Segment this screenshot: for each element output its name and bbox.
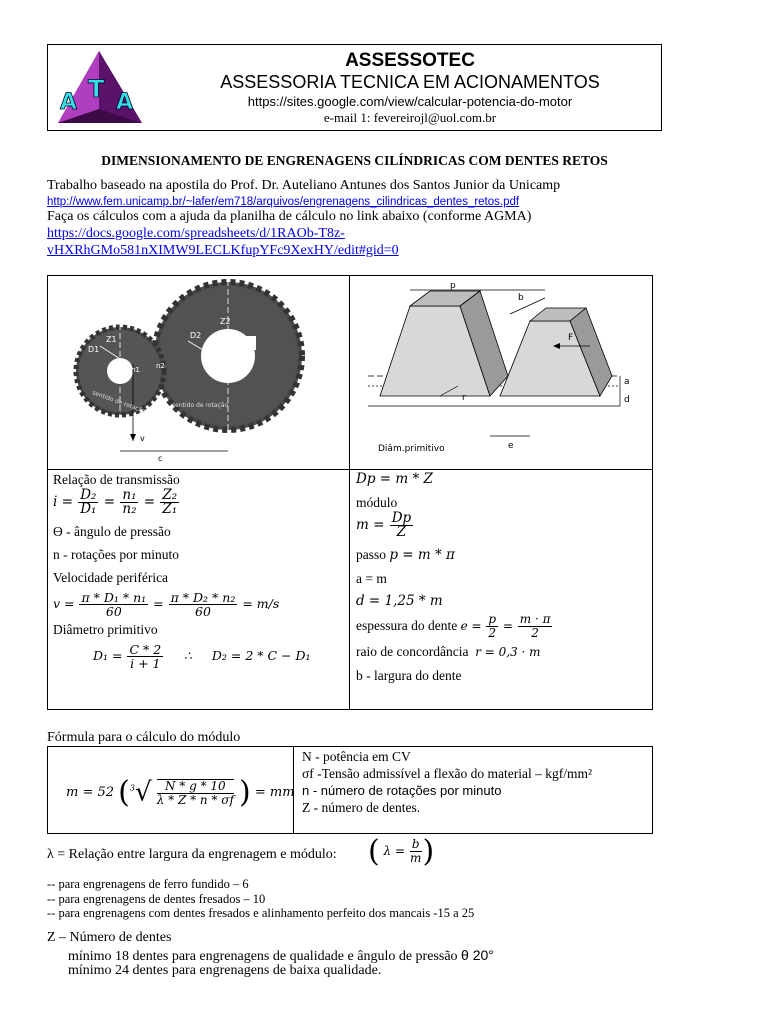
label-c: c	[158, 454, 163, 463]
apostila-link[interactable]: http://www.fem.unicamp.br/~lafer/em718/arquivos/engrenagens_cilindricas_dentes_retos.pdf	[47, 196, 520, 208]
lambda-item-1: -- para engrenagens de ferro fundido – 6	[47, 877, 249, 891]
relacao-formula: i = $\frac{\text{D₂}}{\text{D₁}}$ = $\frac{\text{n₁}}{\text{n₂}}$ = $\frac{\text{Z₂}}{\text{Z₁}}$	[53, 487, 178, 517]
spreadsheet-link-part1[interactable]: https://docs.google.com/spreadsheets/d/1RAOb-T8z-	[47, 226, 345, 241]
diametro-label: Diâmetro primitivo	[53, 622, 158, 637]
label-r: r	[462, 393, 466, 403]
label-e: e	[508, 441, 514, 451]
tooth-figure-cell	[350, 276, 653, 470]
passo-row	[356, 547, 652, 563]
label-rotation-small: sentido de rotação	[91, 389, 147, 416]
diametro-formula: D₁ = $\frac{C * 2}{i + 1}$ ∴ D₂ = 2 * C − D₁	[93, 642, 311, 671]
theta-label: ϴ - ângulo de pressão	[53, 524, 171, 539]
gears-figure-cell	[48, 276, 350, 470]
lambda-text: λ = Relação entre largura da engrenagem e módulo:	[47, 847, 337, 862]
theta-20: θ 20°	[461, 947, 494, 963]
z-min24: mínimo 24 dentes para engrenagens de baixa qualidade.	[68, 963, 382, 978]
label-z1: Z1	[106, 335, 117, 344]
modulo-formula: m = $\frac{Dp}{Z}$	[356, 510, 412, 540]
label-a: a	[624, 377, 630, 387]
lambda-item-2: -- para engrenagens de dentes fresados – 10	[47, 891, 266, 906]
relacao-label: Relação de transmissão	[53, 472, 180, 487]
formulas-table	[47, 275, 653, 710]
label-v: v	[140, 434, 145, 443]
intro-line-1: Trabalho baseado na apostila do Prof. Dr. Auteliano Antunes dos Santos Junior da Unicamp	[47, 178, 561, 193]
company-url[interactable]: https://sites.google.com/view/calcular-potencia-do-motor	[247, 94, 573, 109]
label-d2: D2	[190, 331, 202, 340]
gear-pair-diagram	[48, 276, 348, 464]
intro-line-2: Faça os cálculos com a ajuda da planilha de cálculo no link abaixo (conforme AGMA)	[47, 209, 532, 224]
n-cv-label: N - potência em CV	[302, 749, 411, 764]
svg-text:T: T	[88, 75, 105, 103]
raio-row	[356, 644, 652, 660]
velocidade-label: Velocidade periférica	[53, 570, 169, 585]
company-title: ASSESSOTEC	[345, 50, 475, 71]
company-email[interactable]: e-mail 1: fevereirojl@uol.com.br	[323, 110, 497, 125]
module-formula-box	[47, 746, 653, 834]
espessura-row: espessura do dente e = $\frac{p}{2}$ = $\frac{m \cdot \pi}{2}$	[356, 612, 551, 640]
formula-section-title: Fórmula para o cálculo do módulo	[47, 730, 241, 745]
svg-text:A: A	[60, 90, 78, 115]
passo-formula: p = m * π	[389, 547, 455, 563]
raio-label: raio de concordância	[356, 644, 469, 659]
lambda-formula: ( λ = $\frac{b}{m}$ )	[368, 834, 435, 869]
modulo-label: módulo	[356, 495, 398, 510]
company-subtitle: ASSESSORIA TECNICA EM ACIONAMENTOS	[220, 72, 600, 92]
svg-text:A: A	[116, 90, 134, 115]
largura-label: b - largura do dente	[356, 668, 462, 683]
sigma-label: σf -Tensão admissível a flexão do material – kgf/mm²	[302, 766, 593, 781]
z-label: Z - número de dentes.	[302, 800, 421, 815]
label-n1: n1	[131, 366, 140, 374]
z-min18: mínimo 18 dentes para engrenagens de qualidade e ângulo de pressão	[68, 949, 458, 964]
dp-formula: Dp = m * Z	[356, 471, 433, 487]
document-title: DIMENSIONAMENTO DE ENGRENAGENS CILÍNDRICAS COM DENTES RETOS	[101, 153, 608, 168]
passo-label: passo	[356, 547, 386, 562]
label-b: b	[518, 293, 524, 303]
n-rot-label: n - rotações por minuto	[53, 547, 179, 562]
label-p: p	[450, 281, 456, 291]
module-formula: m = 52 ($^3$√ $\frac{N * g * 10}{\lambda * Z * n * \sigma f}$ ) = mm	[66, 775, 295, 810]
formulas-right-cell	[350, 470, 653, 710]
label-n2: n2	[156, 362, 165, 370]
a-formula: a = m	[356, 571, 387, 586]
label-d: d	[624, 395, 630, 405]
assessotec-logo	[52, 47, 147, 127]
label-d1: D1	[88, 345, 100, 354]
espessura-label: espessura do dente	[356, 618, 458, 633]
velocidade-unit: = m/s	[242, 596, 280, 611]
n-rpm-label: n - número de rotações por minuto	[302, 783, 502, 798]
z-section-title: Z – Número de dentes	[47, 930, 172, 945]
label-diam-primitivo: Diâm.primitivo	[378, 444, 445, 454]
spreadsheet-link-part2[interactable]: vHXRhGMo581nXIMW9LECLKfupYFc9XexHY/edit#gid=0	[47, 243, 399, 258]
formulas-left-cell	[48, 470, 350, 710]
d-formula: d = 1,25 * m	[356, 593, 443, 609]
tooth-profile-diagram	[350, 276, 652, 464]
velocidade-formula: v = $\frac{\text{π * D₁ * n₁}}{60}$ = $\frac{\text{π * D₂ * n₂}}{60}$ = m/s	[53, 590, 280, 619]
lambda-item-3: -- para engrenagens com dentes fresados e alinhamento perfeito dos mancais -15 a 25	[47, 906, 475, 920]
label-rotation-big: sentido de rotação	[172, 402, 229, 409]
raio-formula: r = 0,3 · m	[475, 645, 541, 659]
label-z2: Z2	[220, 317, 231, 326]
label-f: F	[568, 333, 574, 343]
